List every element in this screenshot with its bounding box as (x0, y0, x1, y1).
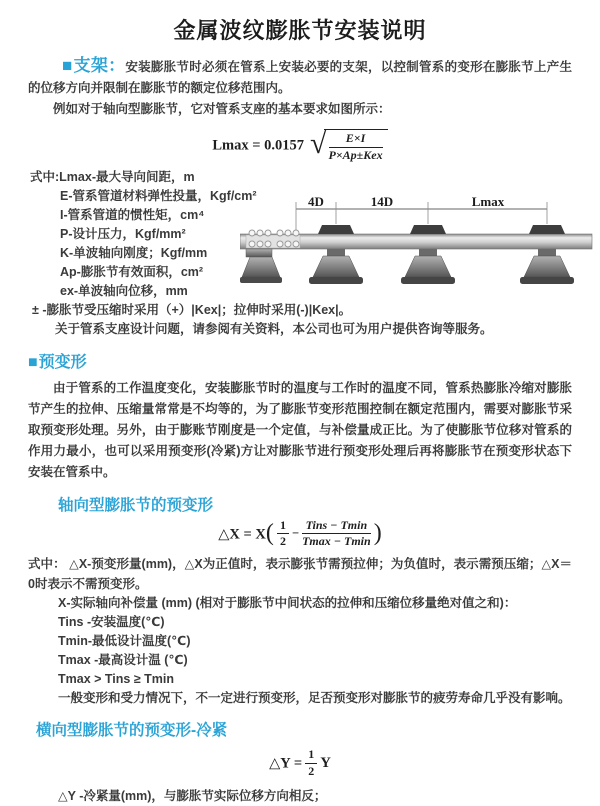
definitions-and-diagram (28, 168, 572, 339)
predeform-body-text: 由于管系的工作温度变化，安装膨胀节时的温度与工作时的温度不同，管系热膨胀冷缩对膨胀节产生的拉伸、压缩量常常是不均等的，为了膨胀节变形范围控制在额定范围内，需要对膨胀节采取预变形处理。另外，由于膨账节刚度是一个定值，与补偿量成正比。为了使膨胀节位移对管系的作用力最小，也可以采用预变形(冷紧)方让对膨胀节进行预变形处理后再将膨胀节在预变形状态下安装在管系中。 (28, 380, 572, 479)
lmax-fraction-denominator: P×Ap±Kex (328, 147, 383, 162)
pipe-support-diagram (240, 194, 596, 290)
definition-line: ± -膨胀节受压缩时采用（+）|Kex|；拉伸时采用(-)|Kex|。 (32, 302, 352, 317)
lateral-formula-rhs: Y (320, 754, 331, 771)
axial-formula-lhs: △X = X (218, 525, 266, 542)
definition-line: X-实际轴向补偿量 (mm) (相对于膨胀节中间状态的拉伸和压缩位移量绝对值之和)： (58, 596, 517, 611)
dim-label-4d: 4D (308, 193, 324, 209)
page-title: 金属波纹膨胀节安装说明 (173, 18, 427, 43)
dim-label-lmax: Lmax (471, 193, 505, 209)
definition-line: P-设计压力，Kgf/mm² (60, 226, 186, 241)
definition-line: 式中:Lmax-最大导向间距，m (30, 169, 195, 184)
section-marker-icon: ■ (62, 56, 73, 75)
support-section-label (62, 56, 125, 75)
support-intro-paragraph (28, 55, 572, 99)
support-example-text: 例如对于轴向型膨胀节，它对管系支座的基本要求如图所示： (53, 102, 391, 116)
axial-formula-note: 式中： △X-预变形量(mm)，△X为正值时，表示膨张节需预拉伸；为负值时，表示需预压缩；△X＝0时表示不需预变形。 (28, 557, 572, 591)
definition-line: Tins -安装温度(℃) (58, 615, 165, 630)
lateral-half-fraction (305, 748, 317, 779)
lateral-subsection-heading: 横向型膨胀节的预变形-冷紧 (36, 722, 228, 740)
definition-line: I-管系管道的惯性矩，cm⁴ (60, 207, 205, 222)
half-fraction (277, 519, 289, 550)
temperature-denominator: Tmax − Tmin (302, 534, 371, 549)
temperature-fraction (302, 519, 371, 550)
definition-line: E-管系管道材料弹性投量，Kgf/cm² (60, 188, 257, 203)
open-paren: ( (265, 519, 274, 546)
definition-line: Tmax > Tins ≥ Tmin (58, 672, 175, 687)
lateral-note: △Y -冷紧量(mm)，与膨胀节实际位移方向相反； (58, 788, 327, 803)
definition-line: ex-单波轴向位移，mm (60, 283, 188, 298)
temperature-numerator: Tins − Tmin (302, 519, 371, 535)
definition-line: Ap-膨胀节有效面积，cm² (60, 264, 204, 279)
close-paren: ) (373, 519, 382, 546)
axial-formula (28, 519, 572, 550)
predeform-section-heading (28, 349, 572, 372)
lmax-fraction-numerator: E×I (329, 132, 383, 148)
definition-line: 关于管系支座设计问题，请参阅有关资料，本公司也可为用户提供咨询等服务。 (55, 321, 493, 336)
definition-line: Tmax -最高设计温 (℃) (58, 653, 188, 668)
axial-definitions-list (28, 594, 572, 689)
dim-label-14d: 14D (370, 193, 394, 209)
lateral-half-numerator: 1 (305, 748, 317, 764)
support-intro-text: 安装膨胀节时必须在管系上安装必要的支架，以控制管系的变形在膨胀节上产生的位移方向并限制在膨胀节的额定位移范围内。 (28, 60, 572, 95)
definition-line: K-单波轴向刚度；Kgf/mm (60, 245, 208, 260)
support-section-title: 支架： (73, 56, 126, 75)
minus-operator: − (291, 526, 300, 541)
half-denominator: 2 (279, 534, 286, 549)
lateral-half-denominator: 2 (308, 763, 315, 778)
lmax-formula: Lmax = 0.0157 √ E×I P×Ap±Kex (28, 129, 572, 163)
definition-line: Tmin-最低设计温度(℃) (58, 634, 191, 649)
lmax-formula-lhs: Lmax = 0.0157 (212, 137, 305, 154)
section-marker-icon: ■ (28, 353, 38, 371)
axial-subsection-heading: 轴向型膨胀节的预变形 (58, 496, 214, 514)
axial-remark: 一般变形和受力情况下，不一定进行预变形，足否预变形对膨胀节的疲劳寿命几乎没有影响。 (58, 691, 571, 706)
anchor-support (240, 249, 282, 283)
bellows-icon (246, 230, 300, 248)
lateral-formula (28, 748, 572, 779)
half-numerator: 1 (277, 519, 289, 535)
lmax-formula-radicand (324, 129, 388, 163)
lateral-formula-lhs: △Y = (269, 755, 303, 772)
predeform-heading-text: 预变形 (38, 353, 87, 371)
